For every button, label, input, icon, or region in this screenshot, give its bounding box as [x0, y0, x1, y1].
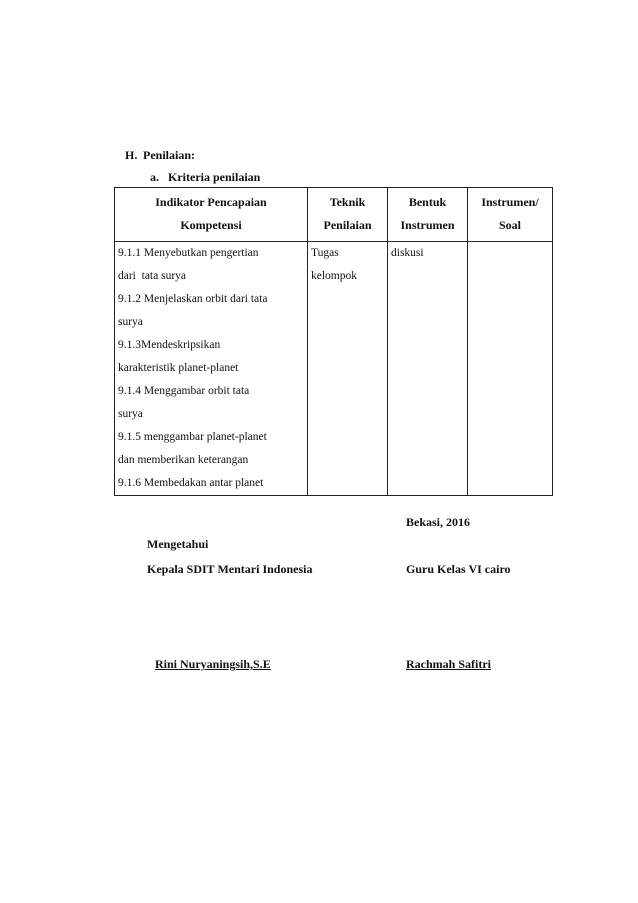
header-line: Indikator Pencapaian	[155, 195, 267, 209]
header-indikator	[115, 188, 308, 242]
table-row	[115, 242, 553, 496]
section-heading	[125, 148, 195, 163]
indicator-line: 9.1.1 Menyebutkan pengertian	[118, 247, 259, 259]
indicator-line: 9.1.2 Menjelaskan orbit dari tata	[118, 293, 268, 305]
indicator-cell	[115, 242, 308, 496]
header-line: Bentuk	[408, 195, 447, 209]
instrument-cell	[468, 242, 553, 496]
subsection-letter: a.	[150, 170, 159, 184]
header-bentuk	[388, 188, 468, 242]
technique-line: kelompok	[311, 270, 357, 282]
teacher-name: Rachmah Safitri	[406, 657, 491, 671]
header-line: Soal	[498, 218, 521, 232]
section-title: Penilaian:	[143, 148, 196, 162]
header-line: Kompetensi	[180, 218, 242, 232]
indicator-line: dan memberikan keterangan	[118, 454, 249, 466]
acknowledge-label: Mengetahui	[147, 537, 209, 551]
indicator-line: 9.1.5 menggambar planet-planet	[118, 431, 267, 443]
header-line: Instrumen/	[481, 195, 539, 209]
header-instrumen	[468, 188, 553, 242]
section-letter: H.	[125, 148, 138, 162]
assessment-table	[114, 187, 553, 496]
technique-line: Tugas	[311, 247, 339, 259]
indicator-line: surya	[118, 408, 143, 420]
header-line: Penilaian	[323, 218, 372, 232]
form-line: diskusi	[391, 247, 424, 259]
teacher-role: Guru Kelas VI cairo	[406, 562, 511, 576]
subsection-heading	[150, 170, 260, 185]
indicator-line: 9.1.4 Menggambar orbit tata	[118, 385, 250, 397]
place-date: Bekasi, 2016	[406, 515, 471, 529]
indicator-line: dari tata surya	[118, 270, 187, 282]
principal-role: Kepala SDIT Mentari Indonesia	[147, 562, 313, 576]
table-header-row	[115, 188, 553, 242]
header-teknik	[308, 188, 388, 242]
indicator-line: karakteristik planet-planet	[118, 362, 239, 374]
principal-name: Rini Nuryaningsih,S.E	[155, 657, 271, 671]
subsection-title: Kriteria penilaian	[168, 170, 261, 184]
header-line: Instrumen	[400, 218, 455, 232]
form-cell	[388, 242, 468, 496]
technique-cell	[308, 242, 388, 496]
indicator-line: 9.1.6 Membedakan antar planet	[118, 477, 264, 489]
indicator-line: 9.1.3Mendeskripsikan	[118, 339, 221, 351]
indicator-line: surya	[118, 316, 143, 328]
header-line: Teknik	[329, 195, 366, 209]
